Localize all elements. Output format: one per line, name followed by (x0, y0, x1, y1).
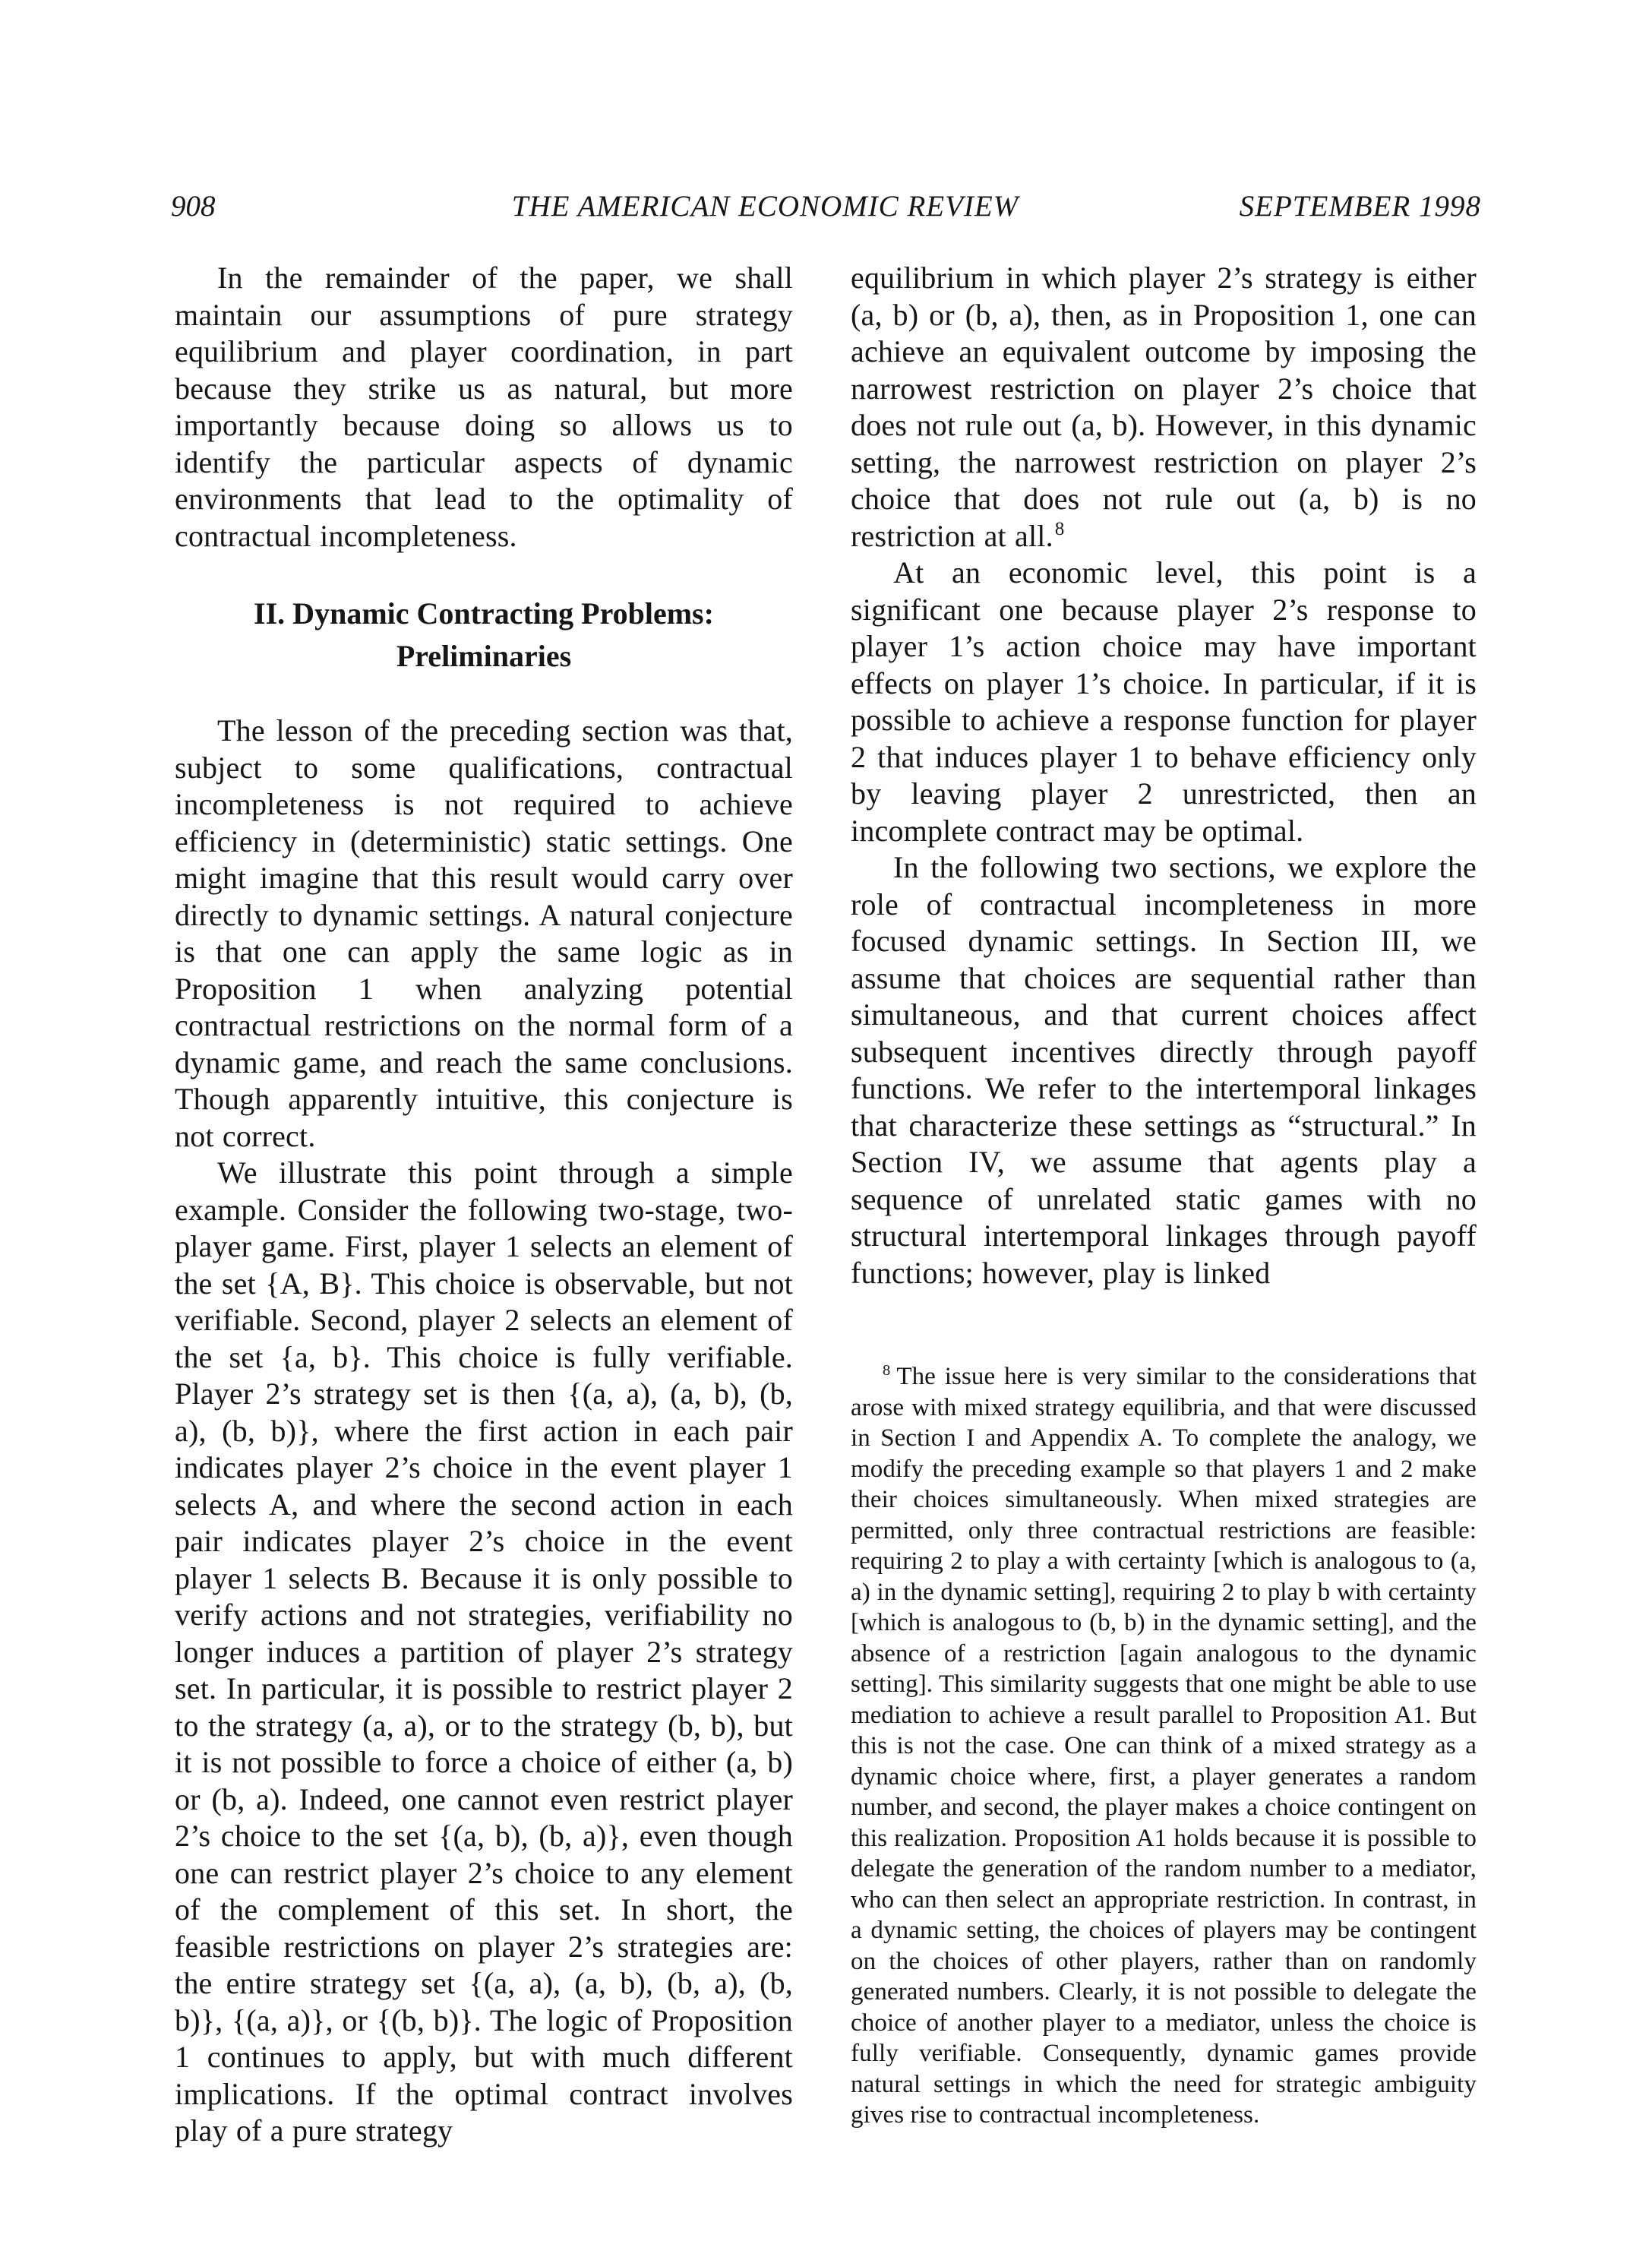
paragraph-continuation-text: equilibrium in which player 2’s strategy is either (a, b) or (b, a), then, as in Proposition 1, one can achieve an equivalent outcome by imposing the narrowest restriction on player 2’s choice that does not rule out (a, b). However, in this dynamic setting, the narrowest restriction on player 2’s choice that does not rule out (a, b) is no restriction at all. (851, 261, 1477, 553)
left-column (175, 260, 793, 2150)
footnote (851, 1361, 1477, 2131)
paragraph-economic-level: At an economic level, this point is a significant one because player 2’s response to player 1’s action choice may have important effects on player 1’s choice. In particular, if it is possible to achieve a response function for player 2 that induces player 1 to behave efficiency only by leaving player 2 unrestricted, then an incomplete contract may be optimal. (851, 555, 1477, 848)
issue-date: SEPTEMBER 1998 (1239, 190, 1481, 223)
journal-title: THE AMERICAN ECONOMIC REVIEW (511, 190, 1019, 223)
footnote-number: 8 (883, 1362, 891, 1379)
section-heading (175, 593, 793, 678)
paragraph-lesson: The lesson of the preceding section was that, subject to some qualifications, contractual incompleteness is not required to achieve efficiency in (deterministic) static settings. One might imagine that this result would carry over directly to dynamic settings. A natural conjecture is that one can apply the same logic as in Proposition 1 when analyzing potential contractual restrictions on the normal form of a dynamic game, and reach the same conclusions. Though apparently intuitive, this conjecture is not correct. (175, 713, 793, 1153)
paragraph-following-sections: In the following two sections, we explore the role of contractual incompleteness in more focused dynamic settings. In Section III, we assume that choices are sequential rather than simultaneous, and that current choices affect subsequent incentives directly through payoff functions. We refer to the intertemporal linkages that characterize these settings as “structural.” In Section IV, we assume that agents play a sequence of unrelated static games with no structural intertemporal linkages through payoff functions; however, play is linked (851, 850, 1477, 1290)
paragraph-example: We illustrate this point through a simple example. Consider the following two-stage, two-player game. First, player 1 selects an element of the set {A, B}. This choice is observable, but not verifiable. Second, player 2 selects an element of the set {a, b}. This choice is fully verifiable. Player 2’s strategy set is then {(a, a), (a, b), (b, a), (b, b)}, where the first action in each pair indicates player 2’s choice in the event player 1 selects A, and where the second action in each pair indicates player 2’s choice in the event player 1 selects B. Because it is only possible to verify actions and not strategies, verifiability no longer induces a partition of player 2’s strategy set. In particular, it is possible to restrict player 2 to the strategy (a, a), or to the strategy (b, b), but it is not possible to force a choice of either (a, b) or (b, a). Indeed, one cannot even restrict player 2’s choice to the set {(a, b), (b, a)}, even though one can restrict player 2’s choice to any element of the complement of this set. In short, the feasible restrictions on player 2’s strategies are: the entire strategy set {(a, a), (a, b), (b, a), (b, b)}, {(a, a)}, or {(b, b)}. The logic of Proposition 1 continues to apply, but with much different implications. If the optimal contract involves play of a pure strategy (175, 1155, 793, 2148)
section-heading-line2: Preliminaries (396, 639, 572, 673)
footnote-text: The issue here is very similar to the considerations that arose with mixed strategy equilibria, and that were discussed in Section I and Appendix A. To complete the analogy, we modify the preceding example so that players 1 and 2 make their choices simultaneously. When mixed strategies are permitted, only three contractual restrictions are feasible: requiring 2 to play a with certainty [which is analogous to (a, a) in the dynamic setting], requiring 2 to play b with certainty [which is analogous to (b, b) in the dynamic setting], and the absence of a restriction [again analogous to the dynamic setting]. This similarity suggests that one might be able to use mediation to achieve a result parallel to Proposition A1. But this is not the case. One can think of a mixed strategy as a dynamic choice where, first, a player generates a random number, and second, the player makes a choice contingent on this realization. Proposition A1 holds because it is possible to delegate the generation of the random number to a mediator, who can then select an appropriate restriction. In contrast, in a dynamic setting, the choices of players may be contingent on the choices of other players, rather than on randomly generated numbers. Clearly, it is not possible to delegate the choice of another player to a mediator, unless the choice is fully verifiable. Consequently, dynamic games provide natural settings in which the need for strategic ambiguity gives rise to contractual incompleteness. (851, 1363, 1477, 2129)
page-number: 908 (171, 190, 216, 223)
right-column (851, 260, 1477, 2150)
paragraph-intro: In the remainder of the paper, we shall maintain our assumptions of pure strategy equilibrium and player coordination, in part because they strike us as natural, but more importantly because doing so allows us to identify the particular aspects of dynamic environments that lead to the optimality of contractual incompleteness. (175, 261, 793, 553)
two-column-body (175, 260, 1477, 2150)
page-header (171, 190, 1481, 223)
section-heading-line1: II. Dynamic Contracting Problems: (254, 596, 714, 631)
footnote-reference-marker: 8 (1054, 519, 1065, 540)
paragraph-continuation (851, 260, 1477, 555)
